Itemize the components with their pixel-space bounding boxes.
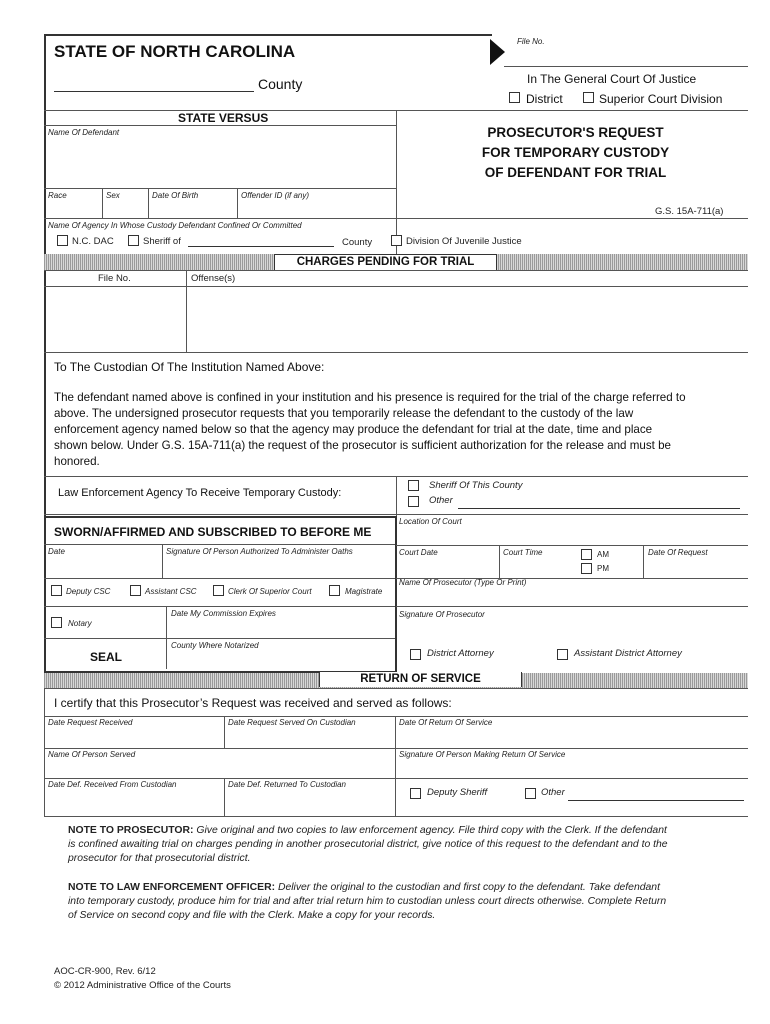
file-no-arrow-icon [489, 38, 507, 66]
line [44, 816, 748, 817]
line [44, 352, 748, 353]
county-label: County [258, 76, 303, 92]
divider [44, 688, 45, 816]
deputy-sheriff-label: Deputy Sheriff [427, 787, 488, 798]
copyright: © 2012 Administrative Office of the Courts [54, 980, 231, 991]
commission-label: Date My Commission Expires [171, 609, 276, 618]
prosecutor-note-line: Give original and two copies to law enforcement agency. File third copy with the Clerk. If the defendant [196, 825, 667, 836]
am-label: AM [597, 550, 609, 559]
officer-note-line: Deliver the original to the custodian and first copy to the defendant. Take defendant [277, 882, 660, 893]
line [44, 748, 748, 749]
da-checkbox[interactable] [410, 649, 421, 660]
da-label: District Attorney [427, 648, 494, 659]
line [44, 688, 748, 689]
prosecutor-sig-label: Signature Of Prosecutor [399, 610, 485, 619]
def-received-label: Date Def. Received From Custodian [48, 780, 177, 789]
juvenile-checkbox[interactable] [391, 235, 402, 246]
prosecutor-name-label: Name Of Prosecutor (Type Or Print) [399, 578, 527, 587]
pm-label: PM [597, 564, 609, 573]
date-of-request-label: Date Of Request [648, 548, 708, 557]
certify-text: I certify that this Prosecutor’s Request was received and served as follows: [54, 696, 452, 710]
line [44, 778, 748, 779]
line [44, 578, 395, 579]
prosecutor-note-line: prosecutor for that prosecutorial district. [68, 853, 251, 864]
court-date-label: Court Date [399, 548, 438, 557]
top-border [44, 34, 492, 36]
dob-label: Date Of Birth [152, 191, 199, 200]
magistrate-label: Magistrate [345, 587, 383, 596]
sheriff-county-checkbox[interactable] [408, 480, 419, 491]
notary-label: Notary [68, 619, 92, 628]
line [44, 270, 748, 271]
defendant-name-label: Name Of Defendant [48, 128, 120, 137]
superior-label: Superior Court Division [599, 92, 723, 106]
other-agency-line[interactable] [458, 508, 740, 509]
custodian-para-line: enforcement agency named below so that the agency may produce the defendant for trial at the date, time and place [54, 423, 653, 436]
date-return-label: Date Of Return Of Service [399, 718, 493, 727]
district-checkbox[interactable] [509, 92, 520, 103]
agency-label: Name Of Agency In Whose Custody Defendant Confined Or Committed [48, 221, 302, 230]
statute: G.S. 15A-711(a) [655, 206, 724, 217]
form-title [398, 123, 753, 183]
ncdac-label: N.C. DAC [72, 236, 114, 247]
assistant-csc-label: Assistant CSC [145, 587, 197, 596]
deputy-csc-label: Deputy CSC [66, 587, 111, 596]
defendant-bottom-line [44, 218, 748, 219]
county-line[interactable] [54, 91, 254, 92]
juvenile-label: Division Of Juvenile Justice [406, 236, 522, 247]
line [44, 544, 395, 545]
sworn-title: SWORN/AFFIRMED AND SUBSCRIBED TO BEFORE ME [54, 525, 372, 539]
title-line-1: PROSECUTOR'S REQUEST [487, 125, 664, 140]
charges-offenses: Offense(s) [191, 273, 236, 284]
other-served-label: Other [541, 787, 565, 798]
assistant-csc-checkbox[interactable] [130, 585, 141, 596]
sheriff-county-line[interactable] [188, 246, 334, 247]
file-no-line [504, 66, 748, 67]
magistrate-checkbox[interactable] [329, 585, 340, 596]
line [44, 514, 748, 515]
def-returned-label: Date Def. Returned To Custodian [228, 780, 346, 789]
officer-note-line: of Service on second copy and file with the Clerk. Make a copy for your records. [68, 910, 436, 921]
date-received-label: Date Request Received [48, 718, 133, 727]
offender-id-label: Offender ID (if any) [241, 191, 310, 200]
custodian-paragraph [54, 390, 754, 470]
court-time-label: Court Time [503, 548, 543, 557]
other-served-line[interactable] [568, 800, 744, 801]
mid-divider-top [396, 110, 397, 254]
sex-label: Sex [106, 191, 120, 200]
salutation: To The Custodian Of The Institution Named Above: [54, 360, 325, 374]
am-checkbox[interactable] [581, 549, 592, 560]
deputy-csc-checkbox[interactable] [51, 585, 62, 596]
sheriff-of-checkbox[interactable] [128, 235, 139, 246]
clerk-checkbox[interactable] [213, 585, 224, 596]
location-label: Location Of Court [399, 517, 462, 526]
clerk-label: Clerk Of Superior Court [228, 587, 312, 596]
other-served-checkbox[interactable] [525, 788, 536, 799]
sheriff-county-label: Sheriff Of This County [429, 480, 523, 491]
prosecutor-note-row [68, 824, 748, 838]
superior-checkbox[interactable] [583, 92, 594, 103]
person-served-label: Name Of Person Served [48, 750, 136, 759]
divider [224, 778, 225, 816]
prosecutor-note-line: is confined awaiting trial on charges pending in another prosecutorial district, give notice of this request to the defendant and to the [68, 839, 668, 850]
line [44, 286, 748, 287]
file-no-label: File No. [517, 37, 545, 46]
versus-line [44, 125, 396, 126]
sheriff-of-label: Sheriff of [143, 236, 181, 247]
pm-checkbox[interactable] [581, 563, 592, 574]
line [44, 606, 395, 607]
deputy-sheriff-checkbox[interactable] [410, 788, 421, 799]
divider [237, 188, 238, 218]
notary-checkbox[interactable] [51, 617, 62, 628]
custodian-para-line: shown below. Under G.S. 15A-711(a) the request of the prosecutor is sufficient authorization for the release and must be [54, 439, 671, 452]
divider [148, 188, 149, 218]
name-line [44, 188, 396, 189]
divider [102, 188, 103, 218]
district-label: District [526, 92, 563, 106]
note-officer-head: NOTE TO LAW ENFORCEMENT OFFICER: [68, 882, 276, 893]
sworn-signature: Signature Of Person Authorized To Administer Oaths [166, 547, 353, 556]
charges-file-no: File No. [98, 273, 131, 284]
divider [499, 545, 500, 578]
race-label: Race [48, 191, 67, 200]
divider [643, 545, 644, 578]
note-prosecutor [68, 824, 748, 866]
charges-title: CHARGES PENDING FOR TRIAL [274, 254, 497, 271]
line [44, 716, 748, 717]
custodian-para-line: The defendant named above is confined in your institution and his presence is required for the trial of the charge referred to [54, 391, 686, 404]
divider [395, 716, 396, 816]
divider [224, 716, 225, 748]
title-line-3: OF DEFENDANT FOR TRIAL [484, 165, 667, 180]
other-agency-label: Other [429, 495, 453, 506]
line [396, 606, 748, 607]
other-agency-checkbox[interactable] [408, 496, 419, 507]
return-title: RETURN OF SERVICE [319, 672, 522, 687]
line [396, 545, 748, 546]
divider [162, 544, 163, 578]
sig-return-label: Signature Of Person Making Return Of Service [399, 750, 566, 759]
ada-label: Assistant District Attorney [574, 648, 682, 659]
custodian-para-line: above. The undersigned prosecutor requests that you temporarily release the defendant to the custody of the law [54, 407, 634, 420]
form-id: AOC-CR-900, Rev. 6/12 [54, 966, 156, 977]
note-officer [68, 881, 748, 923]
court-of-justice: In The General Court Of Justice [527, 72, 697, 86]
divider [186, 270, 187, 352]
county-notarized-label: County Where Notarized [171, 641, 259, 650]
state-title: STATE OF NORTH CAROLINA [54, 42, 296, 61]
custodian-para-line: honored. [54, 455, 100, 468]
officer-note-line: into temporary custody, produce him for trial and after trial return him to custodian unless court directs otherwise. Complete Return [68, 896, 667, 907]
line [44, 638, 395, 639]
officer-note-row [68, 881, 748, 895]
law-enforcement-label: Law Enforcement Agency To Receive Temporary Custody: [58, 487, 342, 499]
seal-label: SEAL [90, 650, 123, 664]
ncdac-checkbox[interactable] [57, 235, 68, 246]
agency-county-label: County [342, 237, 373, 248]
date-served-label: Date Request Served On Custodian [228, 718, 356, 727]
title-line-2: FOR TEMPORARY CUSTODY [481, 145, 670, 160]
ada-checkbox[interactable] [557, 649, 568, 660]
note-prosecutor-head: NOTE TO PROSECUTOR: [68, 825, 194, 836]
state-versus: STATE VERSUS [178, 111, 269, 125]
sworn-date: Date [48, 547, 65, 556]
